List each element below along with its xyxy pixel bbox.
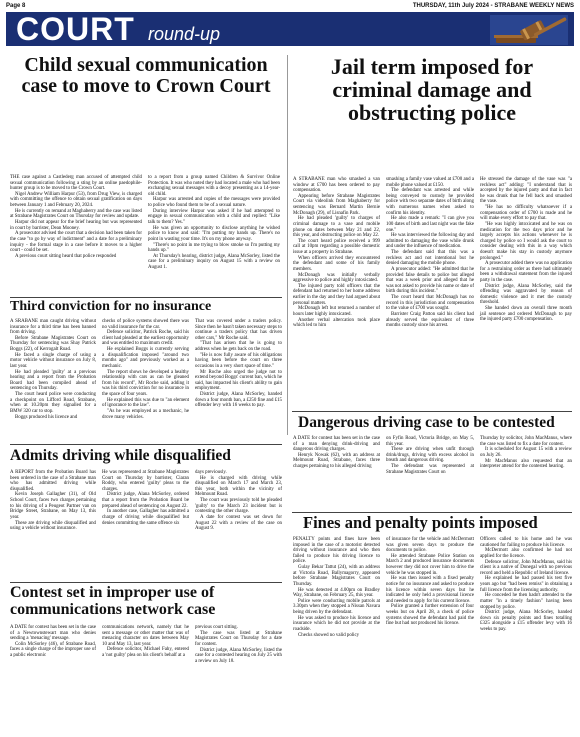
page-header — [6, 2, 574, 11]
article-column — [195, 625, 282, 664]
paragraph: Boggs produced his licence and — [15, 414, 78, 420]
paragraph: These are driving when unfit through drink/drugs, driving with excess alcohol in breath and dangerous driving. — [386, 447, 474, 464]
article-column — [10, 470, 96, 532]
paragraph: He stressed the damage of the vase was "a reckless act" adding: "I understand that is accepted by the injured party and that in fact he was drunk that he fell back and smashed the vase. — [480, 177, 572, 205]
article-column — [10, 319, 96, 420]
article-column — [386, 537, 474, 627]
paragraph: "There's no point in me trying to blow smoke so I'm putting my hands up." — [148, 242, 280, 254]
paragraph: McDonagh left but returned a number of hours later highly intoxicated. — [293, 306, 380, 317]
paragraph: Mr Roche also urged the judge not to extend beyond Boggs' current ban, which he said, has impacted his client's ability to gain employment. — [195, 369, 282, 392]
paragraph: He explained Boggs is currently serving a disqualification imposed "around two months ago" and previously worked as a mechanic. — [102, 347, 189, 369]
paragraph: District judge, Alana McSorley, said the offending was aggravated by reason of domestic violence and it met the custody threshold. — [480, 283, 572, 306]
paragraph: The court was previously told he pleaded 'guilty' to the March 23 incident but is contesting the other charge. — [195, 498, 282, 515]
paragraph: It is scheduled for August 15 with a review on July 26. — [480, 447, 572, 458]
article-column — [480, 436, 572, 470]
paragraph: Gulay Bekar Tattut (24), with an address at Victoria Road, Ballymagorry, appeared before Strabane Magistrates Court on Thursday. — [293, 565, 380, 587]
paragraph: She handed down an overall three month jail sentence and ordered McDonagh to pay the injured party £700 compensation. — [480, 306, 572, 323]
banner-title: COURT — [16, 12, 135, 46]
paragraph: He was then issued with a fixed penalty notice for no insurance and asked to produce his licence within seven days but he indicated he only held a provisional licence and needed to apply for his current licence. — [386, 576, 474, 604]
paragraph: Defence solicitor, John MacManus, said his client is a native of Donegal with no previous record and held a Republic of Ireland licence. — [480, 559, 572, 576]
paragraph: Before Strabane Magistrates Court on Thursday for sentencing was Shay Patrick Boggs (22), of Kerrogalt Road. — [10, 335, 96, 353]
paragraph: "He was highly intoxicated and he was on medication for the two days prior and he largely accepts his actions whenever he is charged by police so I would ask the court to consider dealing with this in a way which doesn't make his stay in custody anymore prolonged." — [480, 221, 572, 261]
paragraph: During interview Harpur was asked if he had attempted to engage in sexual communication with a child and replied: "Like talk to them? Yes." — [148, 208, 280, 225]
dateline: THURSDAY, 11th July 2024 - STRABANE WEEKLY NEWS — [412, 3, 574, 9]
paragraph: Officers called to his home and he was cautioned for failing to produce his licence. — [480, 537, 572, 548]
paragraph: "That has arisen that he is going to address when he gets back on the road. — [195, 341, 282, 353]
paragraph: Checks showed no valid policy — [298, 632, 360, 638]
article-column — [102, 625, 189, 659]
paragraph: communications network, namely that he sent a message or other matter that was of menacing character on dates between May 10 and May 13, last year. — [102, 625, 189, 647]
page-number: Page 8 — [6, 3, 26, 9]
paragraph: A SRABANE man caught driving without insurance for a third time has been banned from driving. — [10, 319, 96, 336]
paragraph: The report shows he developed a healthy relationship with cars as can be gleaned from his record", Mr Roche said, adding it was his third conviction for no insurance in the space of four years. — [102, 369, 189, 397]
paragraph: PENALTY points and fines have been imposed in the case of a motorist detected driving without insurance and who then failed to produce his driving licence to police. — [293, 537, 380, 565]
article-column — [10, 625, 96, 659]
headline-contest-set: Contest set in improper use of communications network case — [10, 584, 216, 618]
article-column — [102, 319, 189, 420]
paragraph: In another case, Gallagher has admitted a charge of driving while disqualified but denies committing the same offence six — [102, 509, 189, 526]
banner-subtitle: round-up — [148, 24, 221, 44]
section-rule — [10, 444, 282, 445]
paragraph: He conceded he then hadn't attended to the matter "in a timely fashion" having been stopped by police. — [480, 593, 572, 610]
gavel-icon — [490, 15, 568, 45]
paragraph: Another verbal altercation took place which led to him — [293, 317, 380, 329]
paragraph: Defence solicitor, Patrick Roche, said his client had pleaded at the earliest opportunity and was entitled to maximum credit. — [102, 330, 189, 347]
paragraph: A prosecutor added: "He admitted that he provided false details to police but alleged that was a week prior and alleged that he was not asked to provide his name or date of birth during this incident." — [386, 266, 474, 295]
paragraph: A REPORT from the Probation Board has been ordered in the case of a Strabane man who has admitted driving while disqualified. — [10, 470, 96, 492]
paragraph: Defence solicitor, Michael Fahy, entered a 'not guilty' plea on his client's behalf at a — [102, 647, 189, 659]
paragraph: "He has no difficulty whatsoever if a compensation order of £700 is made and he will make every effort to pay that. — [480, 205, 572, 222]
paragraph: Mr MacManus also requested that an interpreter attend for the contested hearing. — [480, 458, 572, 470]
paragraph: The defendant was arrested and while being conveyed to custody he provided police with two separate dates of birth along with numerous names when asked to confirm his identity. — [386, 188, 474, 216]
headline-jail-term: Jail term imposed for criminal damage and obstructing police — [330, 54, 534, 126]
article-column — [195, 319, 282, 409]
section-rule — [10, 297, 282, 298]
paragraph: The court heard police were conducting a checkpoint on Lifford Road, Strabane, when at 10.20pm they signalled for a BMW 320 car to stop. — [10, 392, 96, 414]
article-column — [148, 175, 280, 271]
paragraph: smashing a family vase valued at £700 and a mobile phone valued at £150. — [386, 177, 474, 188]
paragraph: "As he was employed as a mechanic, he drove many vehicles. — [102, 408, 189, 420]
headline-fines-penalty-points: Fines and penalty points imposed — [303, 513, 538, 532]
paragraph: That was covered under a traders policy. Since then he hasn't taken necessary steps to continue a traders policy that has driven other cars," Mr Roche said. — [195, 319, 282, 341]
paragraph: on Fyfin Road, Victoria Bridge, on May 5, this year. — [386, 436, 474, 447]
paragraph: He explained this was due to "an element of ignorance to the law". — [102, 397, 189, 409]
article-column — [293, 177, 380, 329]
paragraph: He had pleaded 'guilty' to charges of criminal damage to a vase and mobile phone on dates between May 21 and 22, this year, and obstructing police on May 22. — [293, 216, 380, 239]
paragraph: Nigel Andrew William Harpur (53), from Drug View, is charged with committing the offence to obtain sexual gratification on days between January 1 and February 20, 2024. — [10, 191, 142, 209]
paragraph: Harpur did not appear for the brief hearing but was represented in court by barrister, Dean Mooney. — [10, 220, 142, 231]
paragraph: checks of police systems showed there was no valid insurance for the car. — [102, 319, 189, 330]
paragraph: He was represented at Strabane Magistrates Court on Thursday by barrister, Ciaran Roddy, who entered 'guilty' pleas to the charges. — [102, 470, 189, 492]
paragraph: He is charged with driving while disqualified on March 17 and March 23, this year, both within the vicinity of Melmount Road. — [195, 475, 282, 498]
paragraph: These are driving while disqualified and using a vehicle without insurance. — [10, 520, 96, 532]
paragraph: Henryk Nowak (62), with an address at Melmount Road, Strabane, faces three charges pertaining to his alleged driving — [293, 452, 380, 470]
paragraph: When officers arrived they encountered the defendant and some of his family members. — [293, 255, 380, 272]
paragraph: District judge, Alana McSorley, ordered that a report from the Probation Board be prepared ahead of sentencing on August 22. — [102, 492, 189, 509]
paragraph: District judge, Alana McSorley, listed the case for a contested hearing on July 25 with a review on July 18. — [195, 647, 282, 664]
paragraph: The defendant was represented at Strabane Magistrates Court on — [386, 464, 474, 475]
section-rule — [10, 582, 282, 583]
article-column — [386, 177, 474, 329]
paragraph: He was interviewed the following day and admitted to damaging the vase while drunk and under the influence of medication. — [386, 233, 474, 250]
article-column — [293, 436, 380, 470]
paragraph: Police were conducting mobile patrols at 3.30pm when they stopped a Nissan Navara being driven by the defendant. — [293, 598, 380, 615]
paragraph: A prosecutor added there was no application for a restraining order as there had ultimately been a withdrawal statement from the injured party in the case. — [480, 261, 572, 283]
article-column — [480, 537, 572, 633]
headline-third-conviction: Third conviction for no insurance — [10, 299, 212, 314]
paragraph: He was given an opportunity to disclose anything he wished police to know and said: "I'm putting my hands up. There's no point in wasting your time. It's on my phone anyway. — [148, 225, 280, 242]
article-column — [480, 177, 572, 323]
paragraph: Colin McSorley (46), of Strabane Road, faces a single charge of the improper use of a public electronic — [10, 641, 96, 659]
paragraph: A date for contest was set down for August 22 with a review of the case on August 9. — [195, 515, 282, 532]
paragraph: of insurance for the vehicle and McDermott was given seven days to produce the documents to police. — [386, 537, 474, 554]
article-column — [386, 436, 474, 475]
paragraph: The court heard police received a 999 call at 10pm regarding a possible domestic issue at a property in Strabane. — [293, 238, 380, 255]
paragraph: Thursday by solicitor, John MacManus, where the case was listed to fix a date for contest. — [480, 436, 572, 447]
paragraph: previous court sitting. — [195, 625, 238, 630]
paragraph: "He is now fully aware of his obligations having been before the court on three occasions in a very short space of time." — [195, 352, 282, 369]
paragraph: Barrister Craig Patton said his client had already served the equivalent of three months custody since his arrest. — [386, 311, 474, 329]
paragraph: Kevin Joseph Gallagher (31), of Old School Court, faces two charges pertaining to his driving of a Peugeot Partner van on Bridge Street, Strabane, on May 13, this year. — [10, 492, 96, 520]
paragraph: He faced a single charge of using a motor vehicle without insurance on July 8, last year. — [10, 352, 96, 369]
headline-child-communication-case: Child sexual communication case to move to Crown Court — [21, 54, 271, 97]
paragraph: Appearing before Strabane Magistrates Court via videolink from Maghaberry for sentencing was Bernard Martin Bernie McDonagh (29), of Lisnafin Park. — [293, 193, 380, 216]
paragraph: The case was listed at Strabane Magistrates Court on Thursday for a date for contest. — [195, 630, 282, 647]
paragraph: District judge, Alana McSorley, handed down six penalty points and fines totalling £325 alongside a £15 offender levy with 16 weeks to pay. — [480, 610, 572, 632]
column-divider — [287, 55, 288, 435]
paragraph: A DATE for contest has been set in the case of a Newtownstewart man who denies sending a 'menacing' message. — [10, 625, 96, 642]
paragraph: A STRABANE man who smashed a van window at £700 has been ordered to pay compensation. — [293, 177, 380, 194]
article-column — [10, 175, 142, 259]
paragraph: McDermott also confirmed he had not applied for the licence. — [480, 548, 572, 559]
paragraph: days previously. — [195, 470, 227, 475]
court-roundup-banner — [6, 12, 574, 46]
article-column — [293, 537, 380, 638]
headline-dangerous-driving: Dangerous driving case to be contested — [298, 414, 555, 431]
paragraph: to a report from a group named Children & Survivor Online Protection. It was who noted they had located a male who had been exchanging sexual messages with a decoy presenting as a 14-year-old child. — [148, 175, 280, 197]
paragraph: A previous court sitting heard that police responded — [15, 253, 117, 259]
paragraph: The defendant said that this was a reckless act and not intentional but he denied damaging the mobile phone. — [386, 250, 474, 267]
paragraph: THE case against a Castlederg man accused of attempted child sexual communication following a sting by an online paedophile-hunter group is to be moved to the Crown Court. — [10, 175, 142, 192]
paragraph: A DATE for contest has been set in the case of a man denying drink-driving and dangerous driving charges. — [293, 436, 380, 453]
section-rule — [292, 411, 572, 412]
paragraph: District judge, Alana McSorley, handed down a four month ban, a £250 fine and £15 offender levy with 16 weeks to pay. — [195, 392, 282, 409]
paragraph: He was asked to produce his licence and insurance which he did not provide at the roadside. — [293, 615, 380, 632]
article-column — [102, 470, 189, 526]
paragraph: Police granted a further extension of four weeks but on April 28, a check of police systems showed the defendant had paid the fine but had not produced his licence. — [386, 604, 474, 627]
paragraph: He also made a remark: "I can give you 100 dates of birth and last night was the fake one." — [386, 216, 474, 233]
paragraph: A prosecutor advised the court that a decision had been taken for the case "to go by way of indictment" and a date for a preliminary inquiry - the formal stage in a case before it moves to a higher court - could be set. — [10, 231, 142, 254]
paragraph: Harpur was arrested and copies of the messages were provided to police who found them to be of a sexual nature. — [148, 197, 280, 209]
paragraph: At Thursday's hearing, district judge, Alana McSorley, listed the case for a preliminary inquiry on August 15 with a review on August 1. — [148, 253, 280, 270]
paragraph: He is currently on remand at Maghaberry and the case was listed at Strabane Magistrates Court on Thursday for review and update. — [10, 208, 142, 220]
paragraph: He was detected at 4.00pm on Bradley Way, Strabane, on February 25, this year. — [293, 587, 380, 599]
paragraph: He had pleaded 'guilty' at a previous hearing and a report from the Probation Board had been compiled ahead of sentencing on Thursday. — [10, 369, 96, 392]
paragraph: He explained he had passed his test five years ago but "had been remiss" in obtaining a full licence from the licensing authority. — [480, 576, 572, 593]
headline-admits-driving: Admits driving while disqualified — [10, 447, 231, 464]
paragraph: McDonagh was initially verbally aggressive to police and highly intoxicated. — [293, 272, 380, 284]
paragraph: The court heard that McDonagh has no record in this jurisdiction and compensation to the value of £700 was sought. — [386, 295, 474, 312]
paragraph: The injured party told officers that the defendant had returned to her home address earlier in the day and they had argued about personal matters. — [293, 283, 380, 306]
article-column — [195, 470, 282, 532]
paragraph: He attended Strabane Police Station on March 2 and produced insurance documents however they did not cover him to drive the vehicle he was stopped in. — [386, 553, 474, 576]
